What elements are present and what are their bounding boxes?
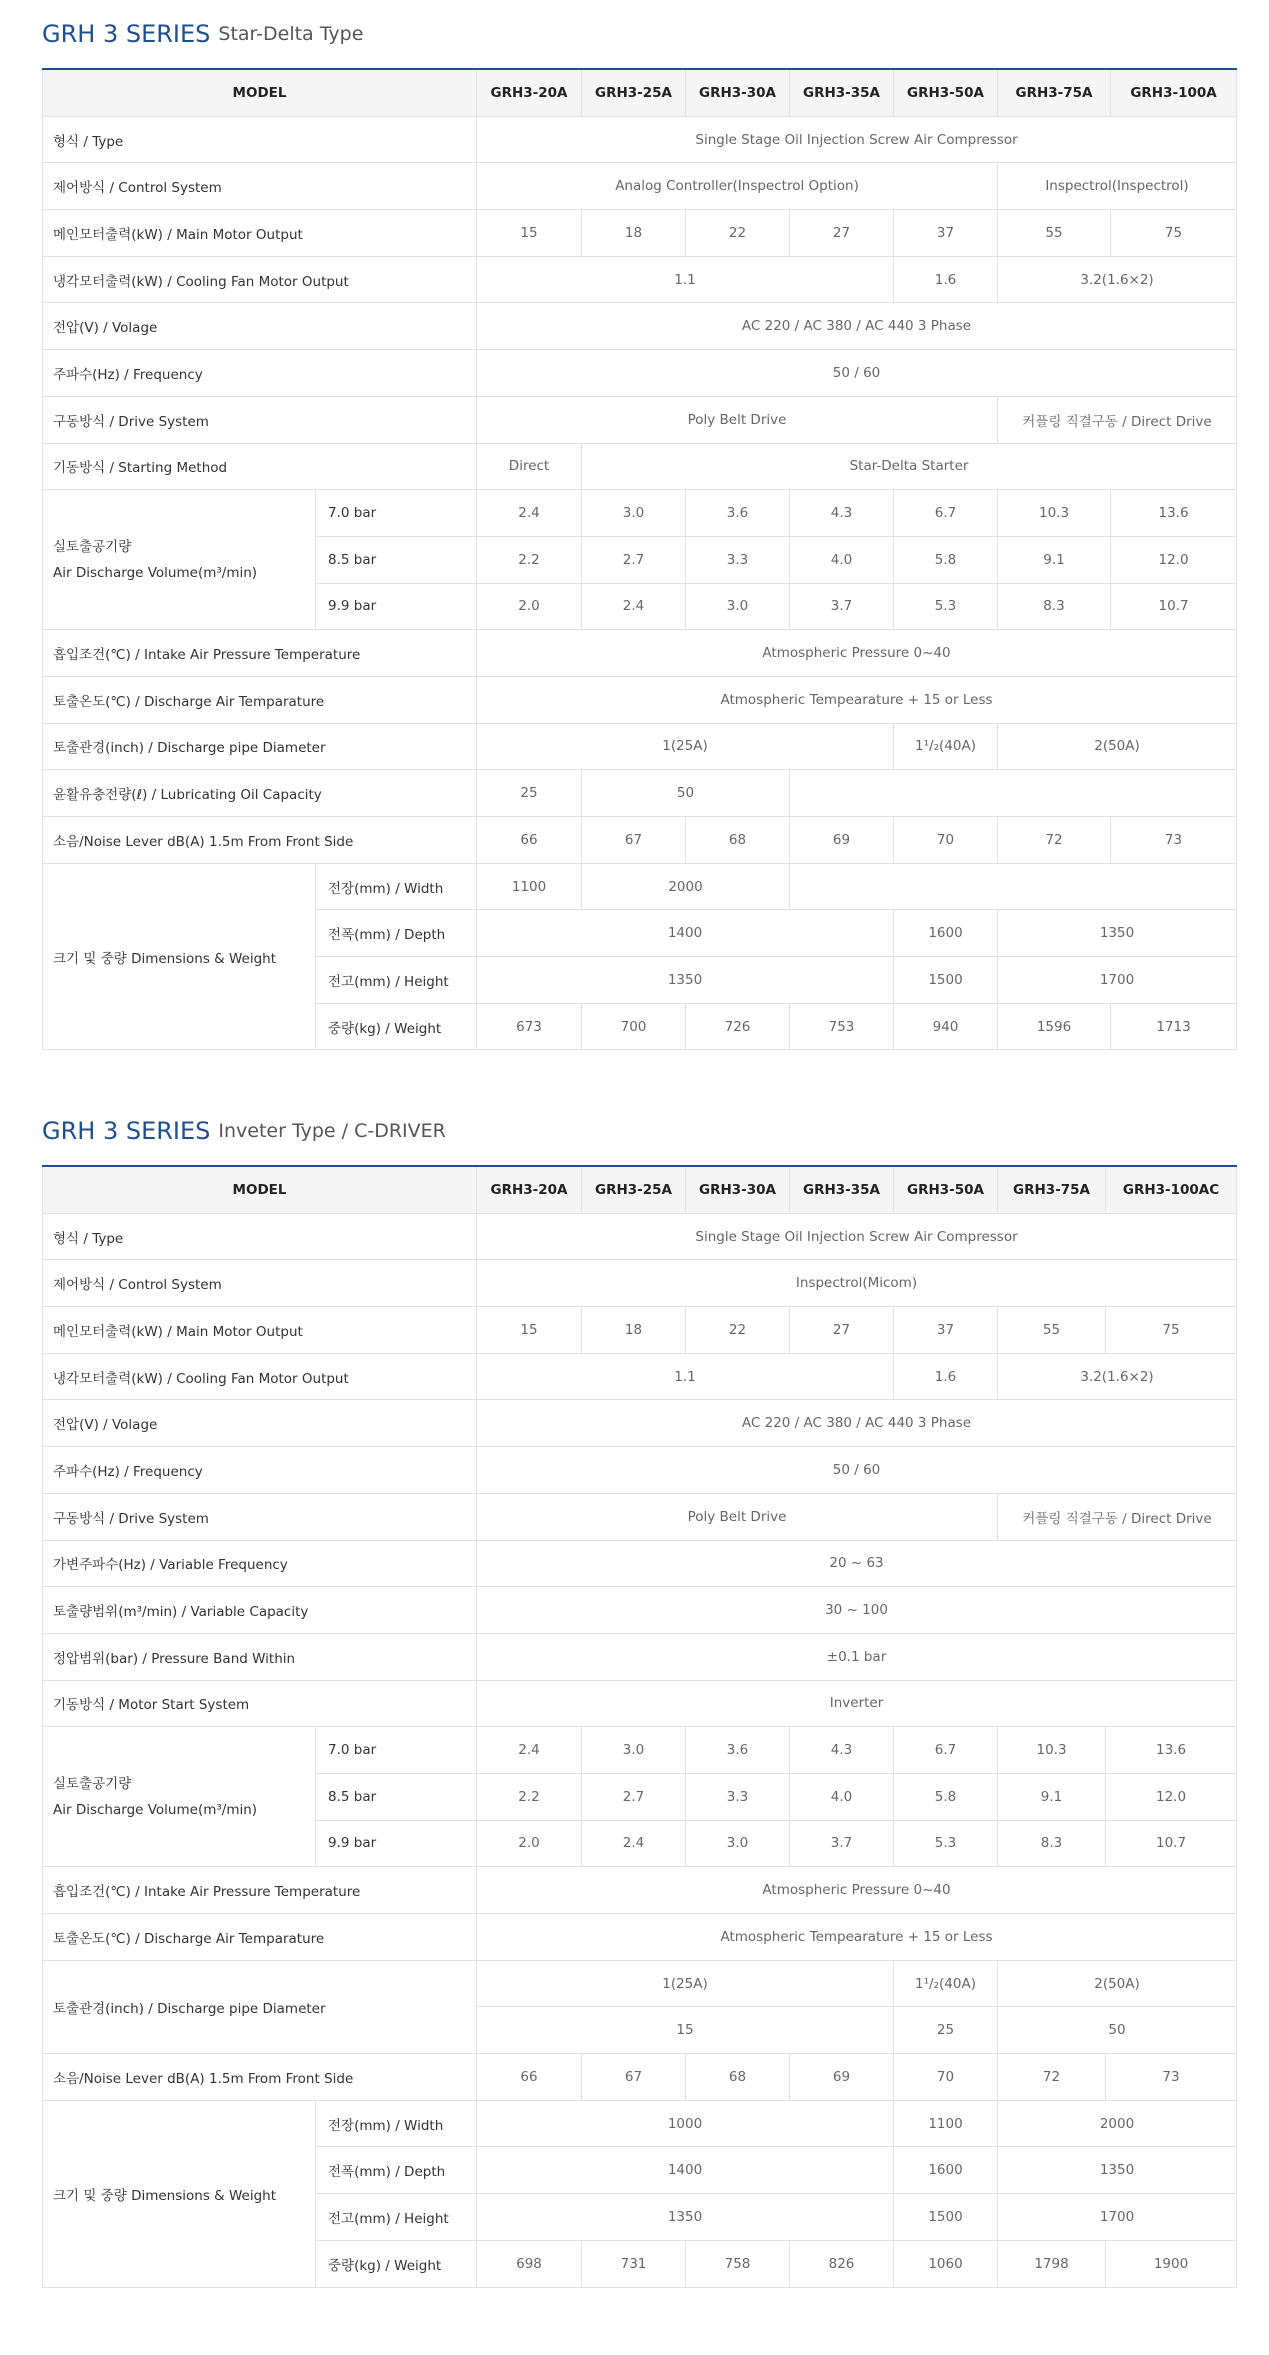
cell-value: 2(50A)	[998, 723, 1237, 770]
cell-value: 12.0	[1106, 1773, 1237, 1820]
row-label: 메인모터출력(kW) / Main Motor Output	[43, 1307, 477, 1354]
sub-label: 7.0 bar	[316, 1727, 477, 1774]
cell-value: 3.7	[790, 583, 894, 630]
table-row	[43, 863, 1237, 910]
cell-value: 10.7	[1106, 1820, 1237, 1867]
cell-value: 22	[686, 1307, 790, 1354]
sub-label: 7.0 bar	[316, 490, 477, 537]
cell-value: 1596	[998, 1003, 1111, 1050]
row-label: 소음/Noise Lever dB(A) 1.5m From Front Side	[43, 817, 477, 864]
table-row	[43, 1914, 1237, 1961]
table-row	[43, 1587, 1237, 1634]
row-label: 흡입조건(℃) / Intake Air Pressure Temperature	[43, 630, 477, 677]
cell-value: 1900	[1106, 2240, 1237, 2287]
spec-table	[42, 68, 1237, 1050]
cell-value: 1500	[894, 2194, 998, 2241]
cell-value: 30 ~ 100	[477, 1587, 1237, 1634]
cell-value: 37	[894, 1307, 998, 1354]
cell-value: 18	[582, 210, 686, 257]
row-label: 구동방식 / Drive System	[43, 1493, 477, 1540]
row-label: 구동방식 / Drive System	[43, 396, 477, 443]
row-label: 제어방식 / Control System	[43, 163, 477, 210]
cell-value: 8.3	[998, 583, 1111, 630]
row-label-dimensions: 크기 및 중량 Dimensions & Weight	[43, 2100, 316, 2287]
table-row	[43, 676, 1237, 723]
table-row	[43, 210, 1237, 257]
cell-value: 10.7	[1111, 583, 1237, 630]
table-row	[43, 303, 1237, 350]
cell-value: Analog Controller(Inspectrol Option)	[477, 163, 998, 210]
cell-value: 9.1	[998, 536, 1111, 583]
section-title	[42, 1097, 1236, 1165]
header-model-cell: GRH3-25A	[582, 69, 686, 116]
cell-value: 1798	[998, 2240, 1106, 2287]
cell-value: 1.6	[894, 1353, 998, 1400]
table-row	[43, 770, 1237, 817]
cell-value: Atmospheric Pressure 0~40	[477, 1867, 1237, 1914]
header-model-cell: GRH3-50A	[894, 1166, 998, 1213]
cell-value: 1000	[477, 2100, 894, 2147]
sub-label: 전고(mm) / Height	[316, 957, 477, 1004]
cell-value: 67	[582, 817, 686, 864]
cell-value: 1.1	[477, 1353, 894, 1400]
table-row	[43, 1727, 1237, 1774]
sub-label: 8.5 bar	[316, 1773, 477, 1820]
cell-value: 22	[686, 210, 790, 257]
cell-value: 3.0	[686, 583, 790, 630]
table-row	[43, 723, 1237, 770]
header-model-cell: GRH3-20A	[477, 69, 582, 116]
row-label: 형식 / Type	[43, 116, 477, 163]
spec-table	[42, 1165, 1237, 2288]
cell-value: 700	[582, 1003, 686, 1050]
cell-value: 25	[894, 2007, 998, 2054]
table-row	[43, 163, 1237, 210]
row-label: 토출관경(inch) / Discharge pipe Diameter	[43, 1960, 477, 2053]
table-row	[43, 1960, 1237, 2007]
discharge-label-en: Air Discharge Volume(m³/min)	[53, 564, 258, 581]
cell-value: 8.3	[998, 1820, 1106, 1867]
row-label: 정압범위(bar) / Pressure Band Within	[43, 1633, 477, 1680]
cell-value: 3.0	[582, 1727, 686, 1774]
cell-value: AC 220 / AC 380 / AC 440 3 Phase	[477, 303, 1237, 350]
cell-value: 826	[790, 2240, 894, 2287]
header-model-cell: GRH3-100A	[1111, 69, 1237, 116]
cell-value: 1700	[998, 2194, 1237, 2241]
table-row	[43, 1867, 1237, 1914]
cell-value: 72	[998, 2054, 1106, 2101]
star-delta-section	[42, 0, 1236, 1050]
cell-value: 753	[790, 1003, 894, 1050]
table-row	[43, 1680, 1237, 1727]
table-row	[43, 1493, 1237, 1540]
row-label: 전압(V) / Volage	[43, 303, 477, 350]
table-row	[43, 396, 1237, 443]
table-row	[43, 1633, 1237, 1680]
table-row	[43, 116, 1237, 163]
cell-value: 2.0	[477, 583, 582, 630]
cell-value: 1600	[894, 2147, 998, 2194]
cell-value: 9.1	[998, 1773, 1106, 1820]
cell-value: 1400	[477, 2147, 894, 2194]
row-label: 토출관경(inch) / Discharge pipe Diameter	[43, 723, 477, 770]
cell-value: 50	[998, 2007, 1237, 2054]
cell-value: 4.3	[790, 490, 894, 537]
cell-value: 75	[1111, 210, 1237, 257]
table-row	[43, 1447, 1237, 1494]
table-row	[43, 490, 1237, 537]
cell-value: 1350	[998, 910, 1237, 957]
header-model-cell: GRH3-35A	[790, 1166, 894, 1213]
table-row	[43, 630, 1237, 677]
cell-value: 2.2	[477, 536, 582, 583]
cell-value: 2.4	[477, 1727, 582, 1774]
cell-value: Single Stage Oil Injection Screw Air Compressor	[477, 1213, 1237, 1260]
cell-value: 2.7	[582, 536, 686, 583]
cell-value: 3.0	[686, 1820, 790, 1867]
section-title-main: GRH 3 SERIES	[42, 20, 211, 48]
cell-value: 3.2(1.6×2)	[998, 256, 1237, 303]
cell-value: 6.7	[894, 1727, 998, 1774]
cell-value: 4.0	[790, 536, 894, 583]
cell-value: 2.4	[477, 490, 582, 537]
cell-value: Single Stage Oil Injection Screw Air Compressor	[477, 116, 1237, 163]
row-label: 메인모터출력(kW) / Main Motor Output	[43, 210, 477, 257]
cell-value: 940	[894, 1003, 998, 1050]
cell-value: 731	[582, 2240, 686, 2287]
header-model-cell: GRH3-50A	[894, 69, 998, 116]
cell-value: 10.3	[998, 490, 1111, 537]
row-label: 냉각모터출력(kW) / Cooling Fan Motor Output	[43, 256, 477, 303]
sub-label: 9.9 bar	[316, 1820, 477, 1867]
table-row	[43, 1400, 1237, 1447]
cell-value: 70	[894, 817, 998, 864]
cell-value: 25	[477, 770, 582, 817]
cell-value: 55	[998, 1307, 1106, 1354]
cell-value: 673	[477, 1003, 582, 1050]
cell-value: 27	[790, 210, 894, 257]
cell-value: 75	[1106, 1307, 1237, 1354]
row-label: 흡입조건(℃) / Intake Air Pressure Temperature	[43, 1867, 477, 1914]
cell-value: 3.7	[790, 1820, 894, 1867]
cell-value: 20 ~ 63	[477, 1540, 1237, 1587]
cell-value: 13.6	[1111, 490, 1237, 537]
cell-value: 55	[998, 210, 1111, 257]
header-model-cell: GRH3-100AC	[1106, 1166, 1237, 1213]
cell-value: 1100	[477, 863, 582, 910]
cell-value: 커플링 직결구동 / Direct Drive	[998, 1493, 1237, 1540]
discharge-label-en: Air Discharge Volume(m³/min)	[53, 1801, 258, 1818]
cell-value: 2.7	[582, 1773, 686, 1820]
cell-value: 50	[582, 770, 790, 817]
cell-value: Poly Belt Drive	[477, 1493, 998, 1540]
section-title-main: GRH 3 SERIES	[42, 1117, 211, 1145]
cell-value: 1.6	[894, 256, 998, 303]
sub-label: 전폭(mm) / Depth	[316, 2147, 477, 2194]
table-row	[43, 443, 1237, 490]
discharge-label-ko: 실토출공기량	[53, 538, 132, 555]
blank-cell	[790, 770, 1237, 817]
cell-value: 69	[790, 2054, 894, 2101]
cell-value: 758	[686, 2240, 790, 2287]
sub-label: 중량(kg) / Weight	[316, 1003, 477, 1050]
row-label-discharge	[43, 490, 316, 630]
table-header-row	[43, 69, 1237, 116]
cell-value: 2.2	[477, 1773, 582, 1820]
row-label: 가변주파수(Hz) / Variable Frequency	[43, 1540, 477, 1587]
cell-value: 4.0	[790, 1773, 894, 1820]
cell-value: 18	[582, 1307, 686, 1354]
table-row	[43, 2054, 1237, 2101]
cell-value: 66	[477, 2054, 582, 2101]
cell-value: Atmospheric Tempearature + 15 or Less	[477, 676, 1237, 723]
cell-value: 2.4	[582, 1820, 686, 1867]
cell-value: 3.2(1.6×2)	[998, 1353, 1237, 1400]
row-label: 제어방식 / Control System	[43, 1260, 477, 1307]
cell-value: 15	[477, 210, 582, 257]
cell-value: 15	[477, 1307, 582, 1354]
table-row	[43, 256, 1237, 303]
cell-value: 1700	[998, 957, 1237, 1004]
cell-value: 37	[894, 210, 998, 257]
cell-value: 1(25A)	[477, 1960, 894, 2007]
header-model-cell: GRH3-75A	[998, 69, 1111, 116]
header-model-cell: GRH3-25A	[582, 1166, 686, 1213]
cell-value: 1350	[477, 957, 894, 1004]
cell-value: 1¹/₂(40A)	[894, 723, 998, 770]
discharge-label-ko: 실토출공기량	[53, 1775, 132, 1792]
cell-value: 1¹/₂(40A)	[894, 1960, 998, 2007]
cell-value: 66	[477, 817, 582, 864]
row-label: 토출량범위(m³/min) / Variable Capacity	[43, 1587, 477, 1634]
row-label: 소음/Noise Lever dB(A) 1.5m From Front Side	[43, 2054, 477, 2101]
cell-value: 726	[686, 1003, 790, 1050]
row-label: 기동방식 / Starting Method	[43, 443, 477, 490]
cell-value: 커플링 직결구동 / Direct Drive	[998, 396, 1237, 443]
section-title-sub: Star-Delta Type	[218, 23, 364, 45]
row-label: 전압(V) / Volage	[43, 1400, 477, 1447]
row-label: 주파수(Hz) / Frequency	[43, 350, 477, 397]
row-label: 주파수(Hz) / Frequency	[43, 1447, 477, 1494]
cell-value: Star-Delta Starter	[582, 443, 1237, 490]
table-header-row	[43, 1166, 1237, 1213]
cell-value: 3.3	[686, 1773, 790, 1820]
cell-value: AC 220 / AC 380 / AC 440 3 Phase	[477, 1400, 1237, 1447]
cell-value: 2000	[582, 863, 790, 910]
table-row	[43, 1260, 1237, 1307]
header-model-cell: GRH3-20A	[477, 1166, 582, 1213]
cell-value: 68	[686, 817, 790, 864]
table-row	[43, 1540, 1237, 1587]
row-label: 형식 / Type	[43, 1213, 477, 1260]
cell-value: 15	[477, 2007, 894, 2054]
cell-value: 1350	[998, 2147, 1237, 2194]
cell-value: 3.0	[582, 490, 686, 537]
row-label: 윤활유충전량(ℓ) / Lubricating Oil Capacity	[43, 770, 477, 817]
cell-value: Inspectrol(Micom)	[477, 1260, 1237, 1307]
cell-value: 70	[894, 2054, 998, 2101]
cell-value: 50 / 60	[477, 1447, 1237, 1494]
sub-label: 중량(kg) / Weight	[316, 2240, 477, 2287]
header-model: MODEL	[43, 69, 477, 116]
cell-value: 3.3	[686, 536, 790, 583]
section-title	[42, 0, 1236, 68]
row-label-dimensions: 크기 및 중량 Dimensions & Weight	[43, 863, 316, 1050]
cell-value: 1(25A)	[477, 723, 894, 770]
cell-value: 2.4	[582, 583, 686, 630]
cell-value: 73	[1106, 2054, 1237, 2101]
sub-label: 9.9 bar	[316, 583, 477, 630]
sub-label: 전장(mm) / Width	[316, 2100, 477, 2147]
section-title-sub: Inveter Type / C-DRIVER	[218, 1120, 446, 1142]
cell-value: 2(50A)	[998, 1960, 1237, 2007]
cell-value: Inverter	[477, 1680, 1237, 1727]
cell-value: 698	[477, 2240, 582, 2287]
cell-value: 5.8	[894, 1773, 998, 1820]
header-model-cell: GRH3-75A	[998, 1166, 1106, 1213]
row-label: 토출온도(℃) / Discharge Air Temparature	[43, 676, 477, 723]
cell-value: 5.8	[894, 536, 998, 583]
sub-label: 전폭(mm) / Depth	[316, 910, 477, 957]
cell-value: 67	[582, 2054, 686, 2101]
sub-label: 8.5 bar	[316, 536, 477, 583]
table-row	[43, 1307, 1237, 1354]
cell-value: 3.6	[686, 1727, 790, 1774]
cell-value: 72	[998, 817, 1111, 864]
cell-value: ±0.1 bar	[477, 1633, 1237, 1680]
cell-value: Atmospheric Pressure 0~40	[477, 630, 1237, 677]
cell-value: 1350	[477, 2194, 894, 2241]
cell-value: 1400	[477, 910, 894, 957]
cell-value: 1.1	[477, 256, 894, 303]
cell-value: 1100	[894, 2100, 998, 2147]
table-row	[43, 350, 1237, 397]
cell-value: 69	[790, 817, 894, 864]
cell-value: 5.3	[894, 583, 998, 630]
header-model-cell: GRH3-30A	[686, 1166, 790, 1213]
cell-value: 1713	[1111, 1003, 1237, 1050]
table-row	[43, 2100, 1237, 2147]
header-model-cell: GRH3-30A	[686, 69, 790, 116]
cell-value: 1500	[894, 957, 998, 1004]
sub-label: 전장(mm) / Width	[316, 863, 477, 910]
cell-value: 73	[1111, 817, 1237, 864]
table-row	[43, 1353, 1237, 1400]
cell-value: 6.7	[894, 490, 998, 537]
cell-value: 2000	[998, 2100, 1237, 2147]
row-label: 토출온도(℃) / Discharge Air Temparature	[43, 1914, 477, 1961]
cell-value: 50 / 60	[477, 350, 1237, 397]
header-model: MODEL	[43, 1166, 477, 1213]
cell-value: 68	[686, 2054, 790, 2101]
cell-value: 1600	[894, 910, 998, 957]
cell-value: 4.3	[790, 1727, 894, 1774]
cell-value: Poly Belt Drive	[477, 396, 998, 443]
row-label: 기동방식 / Motor Start System	[43, 1680, 477, 1727]
cell-value: 3.6	[686, 490, 790, 537]
blank-cell	[790, 863, 1237, 910]
cell-value: Inspectrol(Inspectrol)	[998, 163, 1237, 210]
cell-value: 12.0	[1111, 536, 1237, 583]
cell-value: 10.3	[998, 1727, 1106, 1774]
row-label: 냉각모터출력(kW) / Cooling Fan Motor Output	[43, 1353, 477, 1400]
cell-value: 27	[790, 1307, 894, 1354]
header-model-cell: GRH3-35A	[790, 69, 894, 116]
table-row	[43, 1213, 1237, 1260]
table-row	[43, 817, 1237, 864]
sub-label: 전고(mm) / Height	[316, 2194, 477, 2241]
cell-value: Direct	[477, 443, 582, 490]
cell-value: 13.6	[1106, 1727, 1237, 1774]
cell-value: Atmospheric Tempearature + 15 or Less	[477, 1914, 1237, 1961]
cell-value: 2.0	[477, 1820, 582, 1867]
row-label-discharge	[43, 1727, 316, 1867]
cell-value: 5.3	[894, 1820, 998, 1867]
inverter-section	[42, 1097, 1236, 2288]
cell-value: 1060	[894, 2240, 998, 2287]
